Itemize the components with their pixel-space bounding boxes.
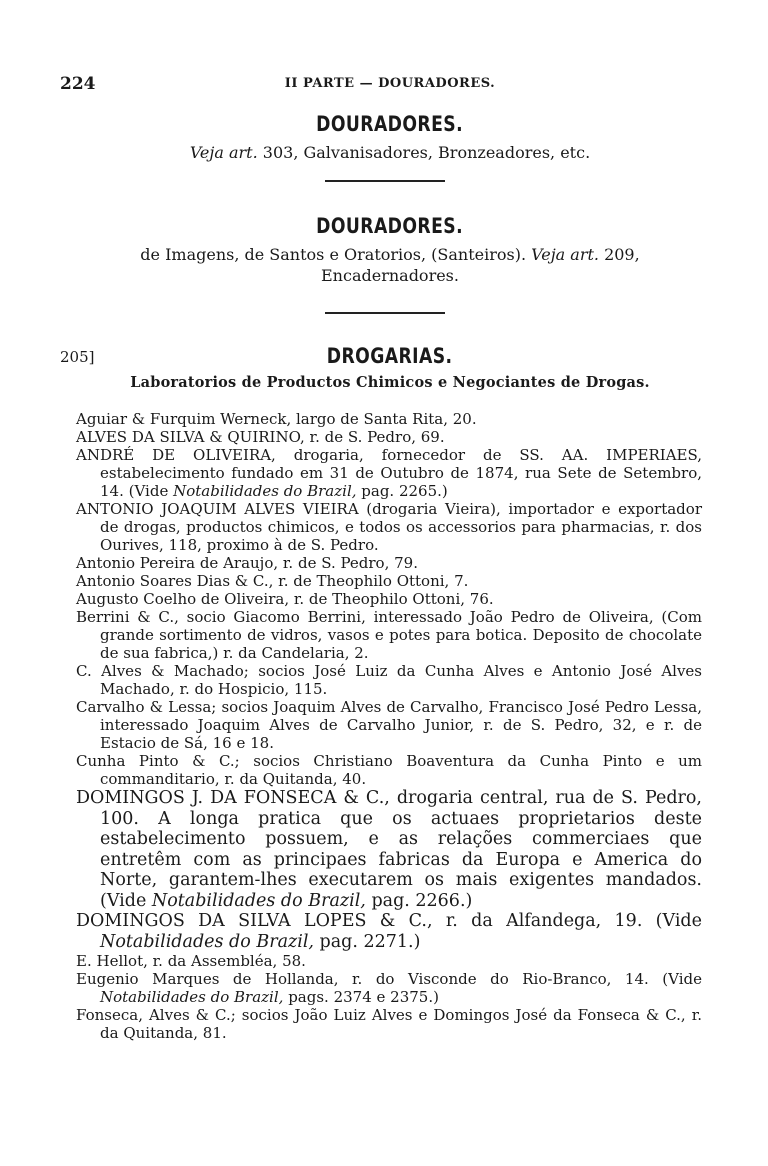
reference-text: 303, Galvanisadores, Bronzeadores, etc. bbox=[257, 143, 591, 162]
section-title: DOURADORES. bbox=[316, 112, 464, 136]
entry-text: ANTONIO JOAQUIM ALVES VIEIRA (drogaria Vieira), importador e exportador de drogas, productos chimicos, e todos os accessorios para pharmacias, r. dos Ourives, 118, proximo à de S. Pedro. bbox=[76, 500, 702, 554]
entry-citation-italic: Notabilidades do Brazil, bbox=[173, 482, 357, 500]
entry-text: E. Hellot, r. da Assembléa, 58. bbox=[76, 952, 306, 970]
directory-entry bbox=[76, 608, 702, 662]
section-title: DROGARIAS. bbox=[327, 344, 453, 368]
entry-text: Berrini & C., socio Giacomo Berrini, interessado João Pedro de Oliveira, (Com grande sortimento de vidros, vasos e potes para botica. Deposito de chocolate de sua fabrica,) r. da Candelaria, 2. bbox=[76, 608, 702, 662]
directory-entry bbox=[76, 1006, 702, 1042]
section-douradores-2 bbox=[60, 214, 720, 286]
section-title: DOURADORES. bbox=[316, 214, 464, 238]
entry-citation-page: pag. 2271.) bbox=[313, 931, 421, 952]
entry-citation-page: pag. 2266.) bbox=[365, 890, 473, 911]
directory-list bbox=[76, 410, 702, 1042]
entry-text: ALVES DA SILVA & QUIRINO, r. de S. Pedro, 69. bbox=[76, 428, 445, 446]
section-douradores-1 bbox=[60, 112, 720, 163]
entry-citation-italic: Notabilidades do Brazil, bbox=[100, 931, 314, 952]
section-divider bbox=[325, 180, 445, 182]
directory-entry bbox=[76, 500, 702, 554]
entry-text: Fonseca, Alves & C.; socios João Luiz Alves e Domingos José da Fonseca & C., r. da Quitanda, 81. bbox=[76, 1006, 702, 1042]
veja-label: Veja art. bbox=[531, 245, 599, 264]
directory-entry bbox=[76, 662, 702, 698]
directory-entry bbox=[76, 698, 702, 752]
entry-text: DOMINGOS DA SILVA LOPES & C., r. da Alfandega, 19. (Vide bbox=[76, 911, 702, 931]
directory-entry bbox=[76, 952, 702, 970]
directory-entry bbox=[76, 554, 702, 572]
section-divider bbox=[325, 312, 445, 314]
running-title: II PARTE — DOURADORES. bbox=[284, 76, 496, 91]
section-subtitle: Laboratorios de Productos Chimicos e Negociantes de Drogas. bbox=[130, 374, 650, 391]
entry-citation-page: pags. 2374 e 2375.) bbox=[283, 988, 439, 1006]
section-reference bbox=[60, 142, 720, 163]
entry-text: Antonio Soares Dias & C., r. de Theophilo Ottoni, 7. bbox=[76, 572, 469, 590]
directory-entry bbox=[76, 590, 702, 608]
directory-entry bbox=[76, 970, 702, 1006]
entry-citation-italic: Notabilidades do Brazil, bbox=[100, 988, 284, 1006]
directory-entry bbox=[76, 911, 702, 952]
directory-entry bbox=[76, 752, 702, 788]
entry-text: Carvalho & Lessa; socios Joaquim Alves de Carvalho, Francisco José Pedro Lessa, interessado Joaquim Alves de Carvalho Junior, r. de S. Pedro, 32, e r. de Estacio de Sá, 16 e 18. bbox=[76, 698, 702, 752]
directory-entry bbox=[76, 410, 702, 428]
directory-entry bbox=[76, 428, 702, 446]
article-number: 205] bbox=[60, 348, 95, 366]
entry-citation-page: pag. 2265.) bbox=[356, 482, 448, 500]
entry-text: DOMINGOS J. DA FONSECA & C., drogaria central, rua de S. Pedro, 100. A longa pratica que os actuaes proprietarios deste estabelecimento possuem, e as relações commerciaes que entretêm com as principaes fabricas da Europa e America do Norte, garantem-lhes executarem os mais exigentes mandados. (Vide bbox=[76, 788, 702, 911]
entry-text: Cunha Pinto & C.; socios Christiano Boaventura da Cunha Pinto e um commanditario, r. da Quitanda, 40. bbox=[76, 752, 702, 788]
reference-number: 209, bbox=[598, 245, 640, 264]
veja-label: Veja art. bbox=[189, 143, 258, 162]
section-reference-line: Encadernadores. bbox=[321, 266, 459, 285]
description-text: de Imagens, de Santos e Oratorios, (Santeiros). bbox=[140, 245, 532, 264]
entry-citation-italic: Notabilidades do Brazil, bbox=[151, 890, 366, 911]
directory-entry bbox=[76, 788, 702, 911]
page-number: 224 bbox=[60, 74, 96, 94]
drogarias-header bbox=[60, 344, 720, 370]
entry-text: Aguiar & Furquim Werneck, largo de Santa Rita, 20. bbox=[76, 410, 477, 428]
entry-text: Antonio Pereira de Araujo, r. de S. Pedro, 79. bbox=[76, 554, 418, 572]
entry-text: Eugenio Marques de Hollanda, r. do Visconde do Rio-Branco, 14. (Vide bbox=[76, 970, 702, 988]
page-header bbox=[60, 74, 720, 96]
directory-entry bbox=[76, 446, 702, 500]
entry-text: Augusto Coelho de Oliveira, r. de Theophilo Ottoni, 76. bbox=[76, 590, 494, 608]
entry-text: ANDRÉ DE OLIVEIRA, drogaria, fornecedor de SS. AA. IMPERIAES, estabelecimento fundado em 31 de Outubro de 1874, rua Sete de Setembro, 14. (Vide bbox=[76, 446, 702, 500]
directory-entry bbox=[76, 572, 702, 590]
entry-text: C. Alves & Machado; socios José Luiz da Cunha Alves e Antonio José Alves Machado, r. do Hospicio, 115. bbox=[76, 662, 702, 698]
section-description bbox=[60, 244, 720, 265]
